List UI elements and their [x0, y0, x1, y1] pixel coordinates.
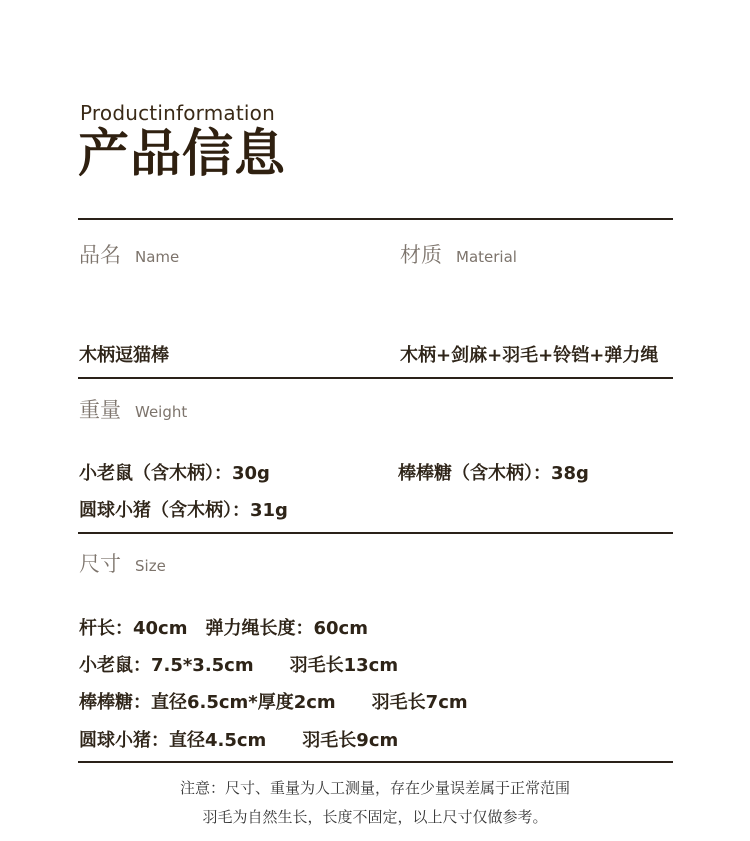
divider-top — [78, 218, 673, 220]
name-label-cn: 品名 — [79, 243, 121, 267]
divider-2 — [78, 532, 673, 534]
weight-item-pig: 圆球小猪（含木柄）：31g — [79, 500, 288, 521]
size-line: 杆长：40cm 弹力绳长度：60cm — [79, 618, 368, 639]
name-label-en: Name — [135, 248, 180, 266]
weight-label-en: Weight — [135, 403, 188, 421]
size-label-cn: 尺寸 — [79, 552, 121, 576]
name-value: 木柄逗猫棒 — [79, 345, 169, 366]
material-label-en: Material — [456, 248, 517, 266]
material-value: 木柄+剑麻+羽毛+铃铛+弹力绳 — [400, 345, 659, 366]
size-label — [79, 548, 166, 578]
weight-label-cn: 重量 — [79, 398, 121, 422]
weight-item-mouse: 小老鼠（含木柄）：30g — [79, 463, 270, 484]
divider-1 — [78, 377, 673, 379]
note-line-2: 羽毛为自然生长，长度不固定，以上尺寸仅做参考。 — [202, 808, 548, 826]
note-line-1: 注意：尺寸、重量为人工测量，存在少量误差属于正常范围 — [179, 779, 570, 797]
divider-bottom — [78, 761, 673, 763]
weight-item-lollipop: 棒棒糖（含木柄）：38g — [398, 463, 589, 484]
name-label — [79, 239, 179, 269]
size-line: 圆球小猪：直径4.5cm 羽毛长9cm — [79, 730, 399, 751]
size-line: 小老鼠：7.5*3.5cm 羽毛长13cm — [79, 655, 399, 676]
size-label-en: Size — [135, 557, 166, 575]
weight-label — [79, 394, 187, 424]
material-label-cn: 材质 — [400, 243, 442, 267]
page-title: 产品信息 — [78, 125, 287, 184]
size-line: 棒棒糖：直径6.5cm*厚度2cm 羽毛长7cm — [79, 692, 468, 713]
material-label — [400, 239, 517, 269]
english-title: Productinformation — [80, 101, 275, 125]
